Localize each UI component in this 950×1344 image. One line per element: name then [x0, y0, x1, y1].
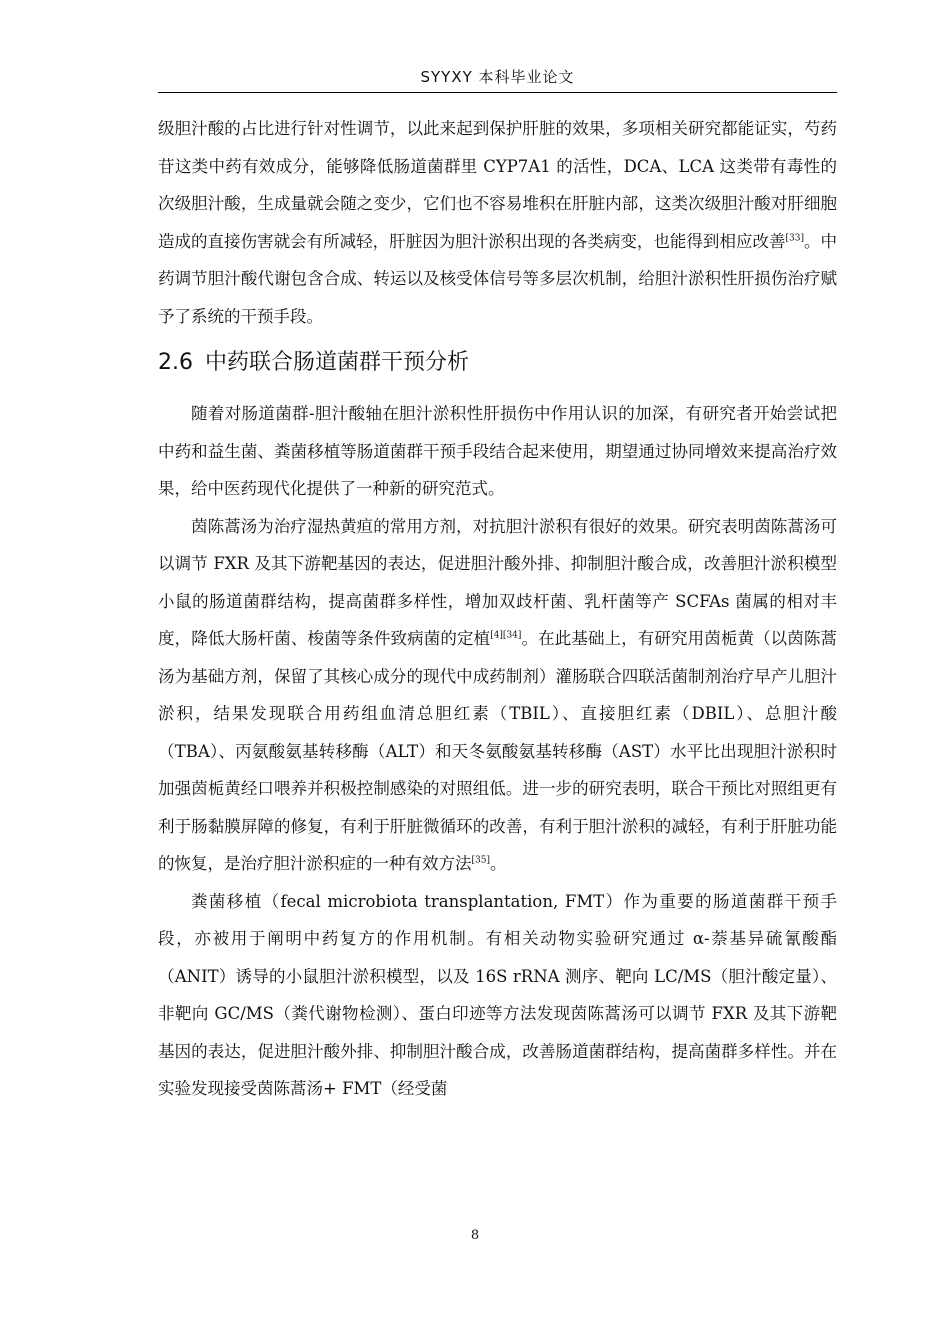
page-header: SYYXY 本科毕业论文	[158, 62, 837, 93]
text-run: 粪菌移植（fecal microbiota transplantation, FMT）作为重要的肠道菌群干预手段，亦被用于阐明中药复方的作用机制。有相关动物实验研究通过 α-萘基异硫氰酸酯（ANIT）诱导的小鼠胆汁淤积模型，以及 16S rRNA 测序、靶向 LC/MS（胆汁酸定量）、非靶向 GC/MS（粪代谢物检测）、蛋白印迹等方法发现茵陈蒿汤可以调节 FXR 及其下游靶基因的表达，促进胆汁酸外排、抑制胆汁酸合成，改善肠道菌群结构，提高菌群多样性。并在实验发现接受茵陈蒿汤+ FMT（经受菌	[158, 891, 837, 1098]
paragraph	[158, 395, 837, 508]
paragraph	[158, 883, 837, 1108]
section-number: 2.6	[158, 350, 193, 375]
page-body	[158, 110, 837, 1108]
text-run: 。在此基础上，有研究用茵栀黄（以茵陈蒿汤为基础方剂，保留了其核心成分的现代中成药制剂）灌肠联合四联活菌制剂治疗早产儿胆汁淤积，结果发现联合用药组血清总胆红素（TBIL）、直接胆红素（DBIL）、总胆汁酸（TBA）、丙氨酸氨基转移酶（ALT）和天冬氨酸氨基转移酶（AST）水平比出现胆汁淤积时加强茵栀黄经口喂养并积极控制感染的对照组低。进一步的研究表明，联合干预比对照组更有利于肠黏膜屏障的修复，有利于肝脏微循环的改善，有利于胆汁淤积的减轻，有利于肝脏功能的恢复，是治疗胆汁淤积症的一种有效方法	[158, 629, 837, 873]
citation-ref: [35]	[471, 855, 490, 866]
section-heading	[158, 341, 837, 385]
text-run: 茵陈蒿汤为治疗湿热黄疸的常用方剂，对抗胆汁淤积有很好的效果。研究表明茵陈蒿汤可以调节 FXR 及其下游靶基因的表达，促进胆汁酸外排、抑制胆汁酸合成，改善胆汁淤积模型小鼠的肠道菌群结构，提高菌群多样性，增加双歧杆菌、乳杆菌等产 SCFAs 菌属的相对丰度，降低大肠杆菌、梭菌等条件致病菌的定植	[158, 516, 837, 648]
text-run: 。	[489, 854, 507, 873]
citation-ref: [33]	[785, 233, 804, 243]
citation-ref: [4][34]	[490, 630, 522, 641]
text-run: 。中药调节胆汁酸代谢包含合成、转运以及核受体信号等多层次机制，给胆汁淤积性肝损伤治疗赋予了系统的干预手段。	[158, 231, 838, 326]
text-run: 随着对肠道菌群-胆汁酸轴在胆汁淤积性肝损伤中作用认识的加深，有研究者开始尝试把中药和益生菌、粪菌移植等肠道菌群干预手段结合起来使用，期望通过协同增效来提高治疗效果，给中医药现代化提供了一种新的研究范式。	[158, 404, 837, 498]
paragraph	[158, 508, 837, 883]
paragraph-continued	[158, 110, 837, 335]
page-number: 8	[470, 1228, 480, 1243]
section-title: 中药联合肠道菌群干预分析	[205, 350, 470, 375]
text-run: 级胆汁酸的占比进行针对性调节，以此来起到保护肝脏的效果，多项相关研究都能证实，芍药苷这类中药有效成分，能够降低肠道菌群里 CYP7A1 的活性，DCA、LCA 这类带有毒性的次级胆汁酸，生成量就会随之变少，它们也不容易堆积在肝脏内部，这类次级胆汁酸对肝细胞造成的直接伤害就会有所减轻，肝脏因为胆汁淤积出现的各类病变，也能得到相应改善	[158, 119, 837, 251]
